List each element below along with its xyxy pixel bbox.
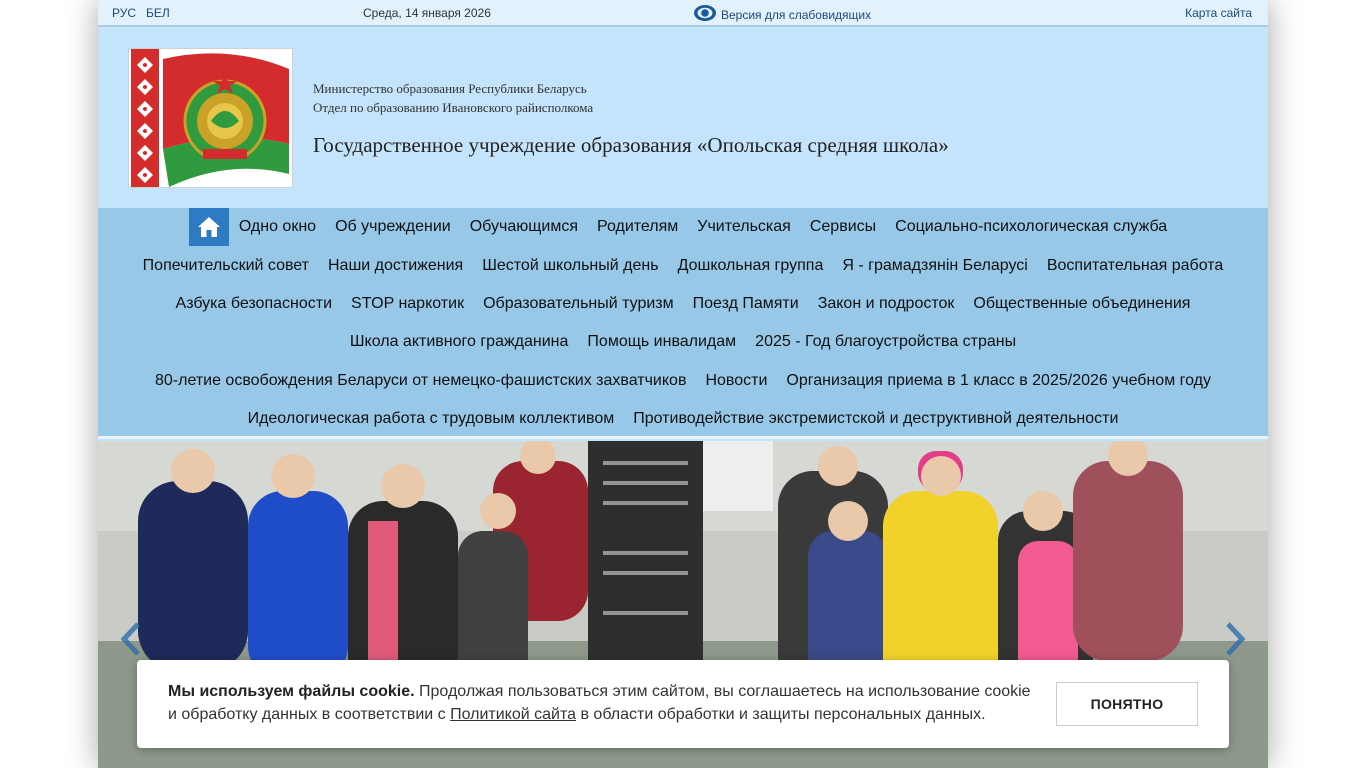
cookie-message-text-end: в области обработки и защиты персональных данных. xyxy=(576,706,986,723)
home-icon xyxy=(197,216,221,238)
nav-item[interactable]: STOP наркотик xyxy=(351,294,465,312)
nav-item[interactable]: Шестой школьный день xyxy=(482,256,659,274)
belarus-emblem-logo[interactable] xyxy=(128,48,293,188)
nav-item[interactable]: Школа активного гражданина xyxy=(349,333,569,351)
nav-item[interactable]: Обучающимся xyxy=(469,218,578,236)
nav-item[interactable]: Помощь инвалидам xyxy=(587,333,737,351)
site-header xyxy=(98,27,1268,208)
chevron-left-icon xyxy=(120,622,142,656)
department-label: Отдел по образованию Ивановского райисполкома xyxy=(313,100,594,115)
chevron-right-icon xyxy=(1224,622,1246,656)
lang-ru-link[interactable]: РУС xyxy=(112,6,137,20)
nav-row xyxy=(98,285,1268,323)
nav-item[interactable]: Дошкольная группа xyxy=(677,256,824,274)
nav-row xyxy=(98,246,1268,284)
nav-item[interactable]: Попечительский совет xyxy=(142,256,309,274)
nav-row xyxy=(98,400,1268,438)
nav-item[interactable]: Об учреждении xyxy=(335,218,451,236)
nav-row xyxy=(98,362,1268,400)
ministry-label: Министерство образования Республики Беларусь xyxy=(313,81,587,96)
nav-row xyxy=(98,208,1268,246)
nav-item[interactable]: Я - грамадзянін Беларусі xyxy=(842,256,1028,274)
nav-item[interactable]: Сервисы xyxy=(809,218,877,236)
cookie-banner xyxy=(137,660,1229,748)
low-vision-label: Версия для слабовидящих xyxy=(721,7,872,22)
nav-item[interactable]: Идеологическая работа с трудовым коллективом xyxy=(247,410,615,428)
privacy-policy-link[interactable]: Политикой сайта xyxy=(450,706,577,723)
main-navigation xyxy=(98,208,1268,439)
cookie-message-text: Продолжая пользоваться этим сайтом, вы соглашаетесь на использование cookie и обработку данных в соответствии с xyxy=(168,683,1031,723)
nav-item[interactable]: Одно окно xyxy=(238,218,317,236)
sitemap-link[interactable]: Карта сайта xyxy=(1185,6,1252,20)
nav-item[interactable]: Закон и подросток xyxy=(817,294,955,312)
nav-item[interactable]: Азбука безопасности xyxy=(175,294,333,312)
nav-row xyxy=(98,323,1268,361)
language-switcher xyxy=(112,6,170,20)
nav-item[interactable]: Учительская xyxy=(697,218,791,236)
header-text xyxy=(313,79,949,158)
nav-item[interactable]: Общественные объединения xyxy=(973,294,1191,312)
page-container xyxy=(98,0,1268,768)
cookie-message-bold: Мы используем файлы cookie. xyxy=(168,683,415,700)
nav-item[interactable]: 2025 - Год благоустройства страны xyxy=(755,333,1017,351)
nav-item[interactable]: Новости xyxy=(705,371,768,389)
nav-item[interactable]: Социально-психологическая служба xyxy=(895,218,1168,236)
current-date: Среда, 14 января 2026 xyxy=(363,6,491,20)
nav-item[interactable]: Родителям xyxy=(596,218,679,236)
nav-item[interactable]: Наши достижения xyxy=(327,256,464,274)
home-button[interactable] xyxy=(189,208,229,246)
nav-item[interactable]: Поезд Памяти xyxy=(692,294,799,312)
low-vision-link[interactable] xyxy=(693,3,871,23)
nav-item[interactable]: Организация приема в 1 класс в 2025/2026 учебном году xyxy=(786,371,1211,389)
lang-by-link[interactable]: БЕЛ xyxy=(146,6,170,20)
slider-next-button[interactable] xyxy=(1224,621,1246,666)
site-title: Государственное учреждение образования «Опольская средняя школа» xyxy=(313,133,949,157)
nav-item[interactable]: 80-летие освобождения Беларуси от немецко-фашистских захватчиков xyxy=(154,371,687,389)
top-bar xyxy=(98,0,1268,27)
nav-item[interactable]: Образовательный туризм xyxy=(483,294,674,312)
eye-icon xyxy=(693,3,717,23)
cookie-message xyxy=(168,680,1038,726)
nav-item[interactable]: Противодействие экстремистской и деструктивной деятельности xyxy=(633,410,1119,428)
nav-item[interactable]: Воспитательная работа xyxy=(1046,256,1224,274)
cookie-accept-button[interactable]: ПОНЯТНО xyxy=(1056,682,1198,726)
